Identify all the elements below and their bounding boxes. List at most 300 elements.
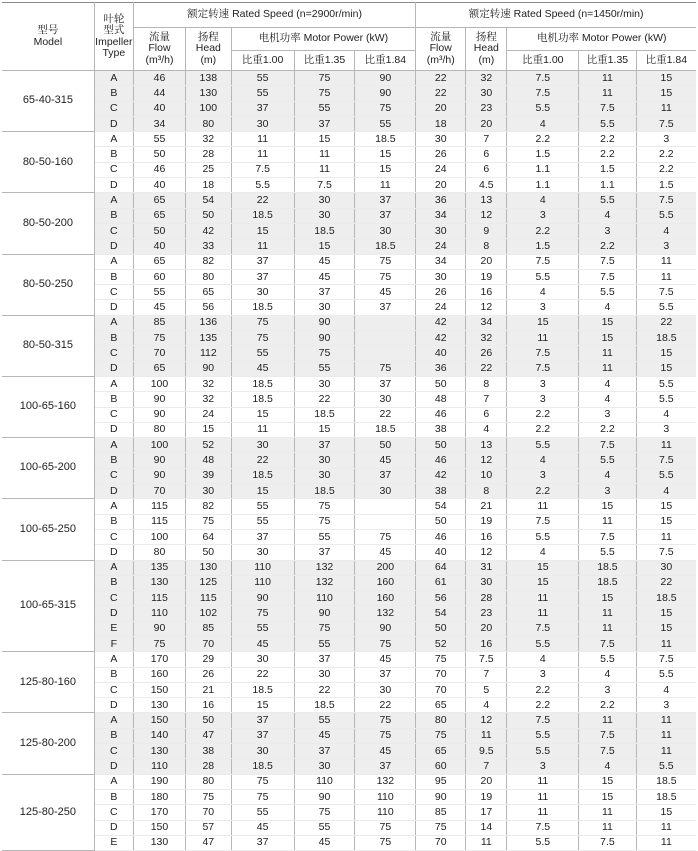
head-2900-cell: 32 bbox=[186, 392, 232, 407]
power-ratio-184-2900-cell: 18.5 bbox=[355, 132, 416, 147]
power-ratio-135-1450-cell: 3 bbox=[579, 407, 637, 422]
head-2900-cell: 80 bbox=[186, 774, 232, 789]
impeller-type-cell: A bbox=[94, 499, 133, 514]
power-ratio-100-2900-cell: 75 bbox=[231, 606, 294, 621]
impeller-type-cell: D bbox=[94, 178, 133, 193]
power-ratio-135-1450-cell: 4 bbox=[579, 208, 637, 223]
table-row bbox=[2, 514, 696, 529]
power-ratio-184-2900-cell: 45 bbox=[355, 652, 416, 667]
power-ratio-135-2900-cell: 110 bbox=[294, 591, 355, 606]
power-ratio-184-1450-cell: 18.5 bbox=[636, 789, 696, 804]
table-row bbox=[2, 162, 696, 177]
head-header-1450 bbox=[466, 28, 507, 71]
power-ratio-184-2900-cell: 45 bbox=[355, 545, 416, 560]
power-ratio-100-2900-cell: 30 bbox=[231, 652, 294, 667]
power-ratio-100-1450-cell: 2.2 bbox=[507, 484, 579, 499]
power-ratio-184-1450-cell: 4 bbox=[636, 682, 696, 697]
table-row bbox=[2, 269, 696, 284]
power-ratio-184-1450-cell: 15 bbox=[636, 514, 696, 529]
power-ratio-100-1450-cell: 4 bbox=[507, 652, 579, 667]
table-row bbox=[2, 667, 696, 682]
head-1450-cell: 7 bbox=[466, 132, 507, 147]
flow-unit: (m³/h) bbox=[145, 53, 174, 66]
table-row bbox=[2, 744, 696, 759]
power-ratio-135-2900-cell: 75 bbox=[294, 86, 355, 101]
flow-2900-cell: 70 bbox=[133, 484, 185, 499]
power-ratio-135-1450-cell: 7.5 bbox=[579, 835, 637, 850]
power-ratio-135-1450-cell: 15 bbox=[579, 331, 637, 346]
head-label-en: Head bbox=[195, 42, 221, 55]
flow-1450-cell: 70 bbox=[416, 667, 466, 682]
power-ratio-135-2900-cell: 55 bbox=[294, 713, 355, 728]
flow-1450-cell: 40 bbox=[416, 346, 466, 361]
power-ratio-184-2900-cell: 18.5 bbox=[355, 422, 416, 437]
power-ratio-184-1450-cell: 15 bbox=[636, 71, 696, 86]
flow-1450-cell: 30 bbox=[416, 269, 466, 284]
ratio-135-header-1450: 比重1.35 bbox=[579, 51, 637, 71]
flow-1450-cell: 18 bbox=[416, 116, 466, 131]
power-ratio-100-1450-cell: 2.2 bbox=[507, 223, 579, 238]
power-ratio-184-1450-cell: 22 bbox=[636, 575, 696, 590]
power-ratio-135-1450-cell: 2.2 bbox=[579, 422, 637, 437]
flow-1450-cell: 64 bbox=[416, 560, 466, 575]
head-2900-cell: 28 bbox=[186, 759, 232, 774]
head-1450-cell: 30 bbox=[466, 86, 507, 101]
impeller-type-cell: A bbox=[94, 71, 133, 86]
power-ratio-135-2900-cell: 30 bbox=[294, 376, 355, 391]
flow-1450-cell: 75 bbox=[416, 820, 466, 835]
model-cell: 80-50-250 bbox=[2, 254, 94, 315]
power-ratio-100-1450-cell: 3 bbox=[507, 208, 579, 223]
power-ratio-100-2900-cell: 15 bbox=[231, 223, 294, 238]
flow-1450-cell: 42 bbox=[416, 331, 466, 346]
power-ratio-184-2900-cell: 37 bbox=[355, 759, 416, 774]
power-ratio-135-2900-cell: 90 bbox=[294, 789, 355, 804]
flow-2900-cell: 55 bbox=[133, 132, 185, 147]
flow-1450-cell: 30 bbox=[416, 223, 466, 238]
power-ratio-184-1450-cell: 3 bbox=[636, 422, 696, 437]
flow-2900-cell: 150 bbox=[133, 682, 185, 697]
power-ratio-100-1450-cell: 3 bbox=[507, 468, 579, 483]
flow-1450-cell: 65 bbox=[416, 744, 466, 759]
head-2900-cell: 75 bbox=[186, 789, 232, 804]
head-2900-cell: 29 bbox=[186, 652, 232, 667]
ratio-184-header-2900: 比重1.84 bbox=[355, 51, 416, 71]
table-row bbox=[2, 116, 696, 131]
table-row bbox=[2, 713, 696, 728]
power-ratio-184-2900-cell: 37 bbox=[355, 376, 416, 391]
flow-header-2900 bbox=[133, 28, 185, 71]
flow-1450-cell: 85 bbox=[416, 805, 466, 820]
head-2900-cell: 26 bbox=[186, 667, 232, 682]
power-ratio-100-2900-cell: 11 bbox=[231, 132, 294, 147]
head-1450-cell: 9 bbox=[466, 223, 507, 238]
table-row bbox=[2, 789, 696, 804]
power-ratio-135-2900-cell: 11 bbox=[294, 162, 355, 177]
flow-1450-cell: 42 bbox=[416, 315, 466, 330]
power-ratio-100-2900-cell: 37 bbox=[231, 254, 294, 269]
flow-1450-cell: 70 bbox=[416, 682, 466, 697]
power-ratio-100-2900-cell: 11 bbox=[231, 147, 294, 162]
head-1450-cell: 32 bbox=[466, 71, 507, 86]
table-row bbox=[2, 453, 696, 468]
head-2900-cell: 52 bbox=[186, 438, 232, 453]
flow-1450-cell: 50 bbox=[416, 514, 466, 529]
power-ratio-100-1450-cell: 1.5 bbox=[507, 239, 579, 254]
power-ratio-135-1450-cell: 7.5 bbox=[579, 636, 637, 651]
power-ratio-135-1450-cell: 11 bbox=[579, 71, 637, 86]
flow-1450-cell: 38 bbox=[416, 422, 466, 437]
power-ratio-100-2900-cell: 110 bbox=[231, 575, 294, 590]
power-ratio-184-1450-cell: 5.5 bbox=[636, 667, 696, 682]
head-1450-cell: 5 bbox=[466, 682, 507, 697]
power-ratio-135-1450-cell: 15 bbox=[579, 315, 637, 330]
power-ratio-135-1450-cell: 5.5 bbox=[579, 545, 637, 560]
flow-1450-cell: 36 bbox=[416, 193, 466, 208]
impeller-type-cell: E bbox=[94, 835, 133, 850]
power-ratio-100-1450-cell: 5.5 bbox=[507, 269, 579, 284]
model-cell: 100-65-250 bbox=[2, 499, 94, 560]
head-2900-cell: 33 bbox=[186, 239, 232, 254]
table-row bbox=[2, 606, 696, 621]
flow-label-en: Flow bbox=[429, 42, 452, 55]
power-ratio-135-1450-cell: 5.5 bbox=[579, 453, 637, 468]
table-row bbox=[2, 208, 696, 223]
power-ratio-135-2900-cell: 75 bbox=[294, 621, 355, 636]
power-ratio-184-2900-cell: 75 bbox=[355, 713, 416, 728]
power-ratio-100-2900-cell: 30 bbox=[231, 285, 294, 300]
flow-2900-cell: 46 bbox=[133, 162, 185, 177]
impeller-type-cell: A bbox=[94, 713, 133, 728]
impeller-type-cell: B bbox=[94, 86, 133, 101]
impeller-type-cell: B bbox=[94, 667, 133, 682]
flow-2900-cell: 40 bbox=[133, 178, 185, 193]
power-ratio-184-1450-cell: 15 bbox=[636, 361, 696, 376]
power-ratio-100-2900-cell: 37 bbox=[231, 529, 294, 544]
flow-2900-cell: 85 bbox=[133, 315, 185, 330]
power-ratio-100-2900-cell: 45 bbox=[231, 820, 294, 835]
power-ratio-100-1450-cell: 1.5 bbox=[507, 147, 579, 162]
flow-2900-cell: 50 bbox=[133, 223, 185, 238]
power-ratio-100-2900-cell: 18.5 bbox=[231, 682, 294, 697]
flow-1450-cell: 20 bbox=[416, 178, 466, 193]
power-ratio-184-2900-cell: 15 bbox=[355, 162, 416, 177]
impeller-type-cell: B bbox=[94, 269, 133, 284]
head-1450-cell: 17 bbox=[466, 805, 507, 820]
power-ratio-184-2900-cell: 90 bbox=[355, 71, 416, 86]
flow-1450-cell: 26 bbox=[416, 285, 466, 300]
power-ratio-100-2900-cell: 37 bbox=[231, 269, 294, 284]
power-ratio-135-2900-cell: 75 bbox=[294, 499, 355, 514]
power-ratio-100-1450-cell: 3 bbox=[507, 300, 579, 315]
head-1450-cell: 19 bbox=[466, 789, 507, 804]
table-row bbox=[2, 254, 696, 269]
head-1450-cell: 6 bbox=[466, 147, 507, 162]
table-row bbox=[2, 392, 696, 407]
power-ratio-184-1450-cell: 5.5 bbox=[636, 376, 696, 391]
table-row bbox=[2, 774, 696, 789]
power-ratio-135-2900-cell: 45 bbox=[294, 269, 355, 284]
power-ratio-100-1450-cell: 3 bbox=[507, 759, 579, 774]
power-ratio-184-2900-cell: 160 bbox=[355, 575, 416, 590]
model-cell: 80-50-315 bbox=[2, 315, 94, 376]
flow-2900-cell: 55 bbox=[133, 285, 185, 300]
power-ratio-184-2900-cell: 15 bbox=[355, 147, 416, 162]
table-row bbox=[2, 499, 696, 514]
flow-2900-cell: 190 bbox=[133, 774, 185, 789]
head-label-en: Head bbox=[473, 42, 499, 55]
flow-2900-cell: 115 bbox=[133, 499, 185, 514]
table-row bbox=[2, 147, 696, 162]
power-ratio-184-1450-cell: 18.5 bbox=[636, 331, 696, 346]
power-ratio-135-2900-cell: 37 bbox=[294, 285, 355, 300]
head-2900-cell: 100 bbox=[186, 101, 232, 116]
power-ratio-100-2900-cell: 7.5 bbox=[231, 162, 294, 177]
head-1450-cell: 20 bbox=[466, 774, 507, 789]
head-1450-cell: 16 bbox=[466, 636, 507, 651]
power-ratio-135-1450-cell: 5.5 bbox=[579, 652, 637, 667]
table-row bbox=[2, 223, 696, 238]
power-ratio-100-2900-cell: 15 bbox=[231, 407, 294, 422]
head-1450-cell: 11 bbox=[466, 835, 507, 850]
power-ratio-184-1450-cell: 2.2 bbox=[636, 162, 696, 177]
flow-1450-cell: 50 bbox=[416, 438, 466, 453]
power-ratio-100-2900-cell: 55 bbox=[231, 86, 294, 101]
impeller-type-cell: D bbox=[94, 606, 133, 621]
model-header-cn: 型号 bbox=[37, 24, 59, 37]
impeller-type-cell: A bbox=[94, 438, 133, 453]
power-ratio-184-2900-cell: 75 bbox=[355, 101, 416, 116]
flow-1450-cell: 46 bbox=[416, 407, 466, 422]
flow-2900-cell: 90 bbox=[133, 453, 185, 468]
ratio-100-header-1450: 比重1.00 bbox=[507, 51, 579, 71]
head-1450-cell: 12 bbox=[466, 300, 507, 315]
head-2900-cell: 70 bbox=[186, 805, 232, 820]
flow-2900-cell: 40 bbox=[133, 101, 185, 116]
flow-2900-cell: 110 bbox=[133, 759, 185, 774]
power-ratio-184-1450-cell: 1.5 bbox=[636, 178, 696, 193]
power-ratio-135-2900-cell: 30 bbox=[294, 453, 355, 468]
power-ratio-135-2900-cell: 30 bbox=[294, 193, 355, 208]
power-ratio-135-1450-cell: 4 bbox=[579, 468, 637, 483]
power-ratio-100-1450-cell: 5.5 bbox=[507, 835, 579, 850]
power-ratio-184-1450-cell: 11 bbox=[636, 269, 696, 284]
power-ratio-135-2900-cell: 55 bbox=[294, 361, 355, 376]
power-ratio-100-2900-cell: 75 bbox=[231, 774, 294, 789]
head-1450-cell: 20 bbox=[466, 621, 507, 636]
power-ratio-135-2900-cell: 37 bbox=[294, 652, 355, 667]
power-ratio-100-2900-cell: 30 bbox=[231, 744, 294, 759]
power-ratio-135-2900-cell: 15 bbox=[294, 132, 355, 147]
power-ratio-135-1450-cell: 4 bbox=[579, 759, 637, 774]
head-1450-cell: 6 bbox=[466, 162, 507, 177]
power-ratio-100-2900-cell: 75 bbox=[231, 789, 294, 804]
head-2900-cell: 82 bbox=[186, 254, 232, 269]
impeller-header-cn-1: 叶轮 bbox=[103, 13, 125, 26]
head-2900-cell: 138 bbox=[186, 71, 232, 86]
power-ratio-135-1450-cell: 7.5 bbox=[579, 438, 637, 453]
flow-label-en: Flow bbox=[148, 42, 171, 55]
head-2900-cell: 32 bbox=[186, 376, 232, 391]
table-row bbox=[2, 468, 696, 483]
power-ratio-184-2900-cell: 75 bbox=[355, 728, 416, 743]
head-1450-cell: 21 bbox=[466, 499, 507, 514]
power-ratio-184-2900-cell: 45 bbox=[355, 744, 416, 759]
power-ratio-135-1450-cell: 11 bbox=[579, 514, 637, 529]
impeller-type-cell: A bbox=[94, 132, 133, 147]
head-2900-cell: 50 bbox=[186, 208, 232, 223]
head-1450-cell: 23 bbox=[466, 101, 507, 116]
power-ratio-100-1450-cell: 4 bbox=[507, 545, 579, 560]
power-ratio-135-2900-cell: 75 bbox=[294, 346, 355, 361]
impeller-type-cell: C bbox=[94, 591, 133, 606]
power-ratio-135-2900-cell: 90 bbox=[294, 315, 355, 330]
power-ratio-184-2900-cell bbox=[355, 514, 416, 529]
head-2900-cell: 25 bbox=[186, 162, 232, 177]
impeller-type-cell: F bbox=[94, 636, 133, 651]
flow-2900-cell: 45 bbox=[133, 300, 185, 315]
head-2900-cell: 32 bbox=[186, 132, 232, 147]
flow-1450-cell: 54 bbox=[416, 499, 466, 514]
power-ratio-135-2900-cell: 37 bbox=[294, 545, 355, 560]
impeller-type-cell: A bbox=[94, 652, 133, 667]
head-1450-cell: 7.5 bbox=[466, 652, 507, 667]
flow-2900-cell: 115 bbox=[133, 514, 185, 529]
power-ratio-100-1450-cell: 7.5 bbox=[507, 361, 579, 376]
power-ratio-100-1450-cell: 7.5 bbox=[507, 713, 579, 728]
head-1450-cell: 8 bbox=[466, 484, 507, 499]
flow-1450-cell: 40 bbox=[416, 545, 466, 560]
impeller-type-cell: A bbox=[94, 315, 133, 330]
power-ratio-100-1450-cell: 7.5 bbox=[507, 346, 579, 361]
power-ratio-135-1450-cell: 11 bbox=[579, 805, 637, 820]
head-1450-cell: 4.5 bbox=[466, 178, 507, 193]
impeller-type-cell: C bbox=[94, 744, 133, 759]
power-ratio-135-1450-cell: 18.5 bbox=[579, 575, 637, 590]
power-ratio-100-2900-cell: 22 bbox=[231, 193, 294, 208]
ratio-184-header-1450: 比重1.84 bbox=[636, 51, 696, 71]
power-ratio-100-1450-cell: 15 bbox=[507, 560, 579, 575]
head-1450-cell: 28 bbox=[466, 591, 507, 606]
flow-1450-cell: 48 bbox=[416, 392, 466, 407]
power-ratio-100-2900-cell: 18.5 bbox=[231, 468, 294, 483]
power-ratio-100-1450-cell: 5.5 bbox=[507, 529, 579, 544]
power-ratio-184-2900-cell: 90 bbox=[355, 86, 416, 101]
table-row bbox=[2, 575, 696, 590]
power-ratio-135-2900-cell: 55 bbox=[294, 636, 355, 651]
head-2900-cell: 125 bbox=[186, 575, 232, 590]
head-1450-cell: 8 bbox=[466, 239, 507, 254]
table-row bbox=[2, 315, 696, 330]
power-ratio-135-2900-cell: 30 bbox=[294, 759, 355, 774]
impeller-type-cell: C bbox=[94, 285, 133, 300]
power-ratio-135-1450-cell: 11 bbox=[579, 346, 637, 361]
power-ratio-184-1450-cell: 11 bbox=[636, 728, 696, 743]
flow-1450-cell: 54 bbox=[416, 606, 466, 621]
flow-1450-cell: 24 bbox=[416, 239, 466, 254]
impeller-type-cell: C bbox=[94, 529, 133, 544]
head-unit: (m) bbox=[200, 53, 217, 66]
head-2900-cell: 21 bbox=[186, 682, 232, 697]
flow-1450-cell: 24 bbox=[416, 300, 466, 315]
power-ratio-100-2900-cell: 37 bbox=[231, 713, 294, 728]
power-ratio-135-1450-cell: 4 bbox=[579, 376, 637, 391]
power-ratio-135-2900-cell: 75 bbox=[294, 71, 355, 86]
table-row bbox=[2, 545, 696, 560]
power-ratio-135-1450-cell: 7.5 bbox=[579, 529, 637, 544]
flow-2900-cell: 60 bbox=[133, 269, 185, 284]
power-ratio-100-2900-cell: 45 bbox=[231, 361, 294, 376]
power-ratio-135-2900-cell: 37 bbox=[294, 744, 355, 759]
power-ratio-184-2900-cell: 30 bbox=[355, 484, 416, 499]
power-ratio-100-1450-cell: 4 bbox=[507, 453, 579, 468]
flow-2900-cell: 135 bbox=[133, 560, 185, 575]
flow-1450-cell: 52 bbox=[416, 636, 466, 651]
power-ratio-135-1450-cell: 5.5 bbox=[579, 193, 637, 208]
table-body bbox=[2, 71, 696, 851]
power-ratio-184-1450-cell: 4 bbox=[636, 484, 696, 499]
power-ratio-100-1450-cell: 7.5 bbox=[507, 254, 579, 269]
model-cell: 100-65-315 bbox=[2, 560, 94, 652]
power-ratio-184-1450-cell: 5.5 bbox=[636, 300, 696, 315]
flow-1450-cell: 24 bbox=[416, 162, 466, 177]
power-ratio-135-1450-cell: 11 bbox=[579, 361, 637, 376]
power-ratio-184-1450-cell: 3 bbox=[636, 239, 696, 254]
table-row bbox=[2, 285, 696, 300]
table-row bbox=[2, 346, 696, 361]
power-ratio-100-2900-cell: 37 bbox=[231, 101, 294, 116]
impeller-type-cell: B bbox=[94, 147, 133, 162]
impeller-type-cell: B bbox=[94, 331, 133, 346]
power-ratio-184-2900-cell: 37 bbox=[355, 667, 416, 682]
table-row bbox=[2, 101, 696, 116]
impeller-type-cell: D bbox=[94, 820, 133, 835]
power-ratio-135-1450-cell: 11 bbox=[579, 621, 637, 636]
power-ratio-184-2900-cell bbox=[355, 331, 416, 346]
flow-1450-cell: 42 bbox=[416, 468, 466, 483]
flow-1450-cell: 50 bbox=[416, 621, 466, 636]
impeller-type-cell: A bbox=[94, 560, 133, 575]
head-2900-cell: 18 bbox=[186, 178, 232, 193]
head-1450-cell: 8 bbox=[466, 376, 507, 391]
head-2900-cell: 16 bbox=[186, 698, 232, 713]
power-ratio-100-1450-cell: 11 bbox=[507, 499, 579, 514]
table-row bbox=[2, 682, 696, 697]
flow-2900-cell: 150 bbox=[133, 713, 185, 728]
power-ratio-135-2900-cell: 110 bbox=[294, 774, 355, 789]
flow-1450-cell: 95 bbox=[416, 774, 466, 789]
power-ratio-184-1450-cell: 11 bbox=[636, 744, 696, 759]
power-ratio-135-1450-cell: 3 bbox=[579, 223, 637, 238]
power-ratio-184-2900-cell: 75 bbox=[355, 269, 416, 284]
power-ratio-184-2900-cell: 200 bbox=[355, 560, 416, 575]
power-ratio-100-1450-cell: 15 bbox=[507, 575, 579, 590]
power-ratio-100-1450-cell: 2.2 bbox=[507, 698, 579, 713]
power-ratio-184-2900-cell: 110 bbox=[355, 805, 416, 820]
power-ratio-100-1450-cell: 2.2 bbox=[507, 132, 579, 147]
head-2900-cell: 80 bbox=[186, 269, 232, 284]
flow-2900-cell: 46 bbox=[133, 71, 185, 86]
table-row bbox=[2, 591, 696, 606]
impeller-type-cell: B bbox=[94, 453, 133, 468]
impeller-type-cell: C bbox=[94, 223, 133, 238]
head-2900-cell: 48 bbox=[186, 453, 232, 468]
power-ratio-184-1450-cell: 22 bbox=[636, 315, 696, 330]
flow-1450-cell: 46 bbox=[416, 453, 466, 468]
head-1450-cell: 11 bbox=[466, 728, 507, 743]
power-ratio-100-1450-cell: 2.2 bbox=[507, 682, 579, 697]
power-ratio-100-2900-cell: 55 bbox=[231, 346, 294, 361]
